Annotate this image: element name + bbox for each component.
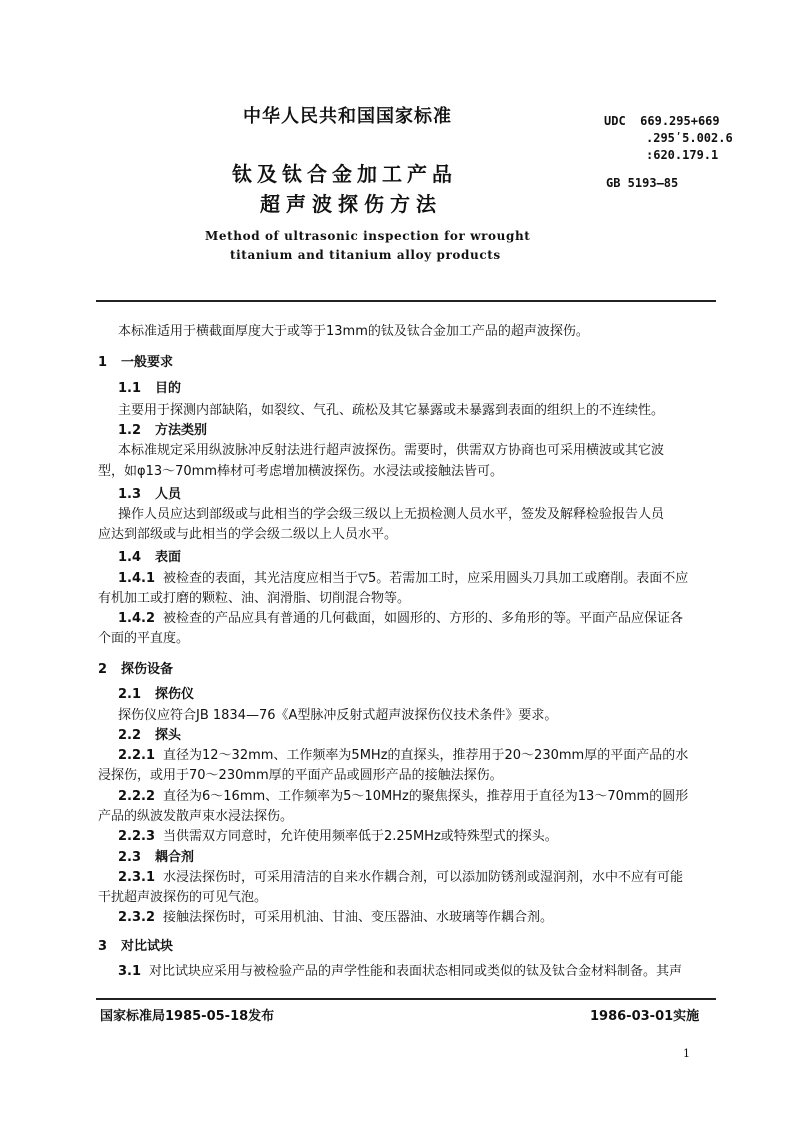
udc-block [604,113,733,164]
section-2-3-heading: 2.3 耦合剂 [118,850,195,865]
udc-line-1: UDC 669.295+669 [604,114,720,128]
section-2-2-heading: 2.2 探头 [118,728,182,743]
gb-code: GB 5193—85 [606,176,679,190]
section-1-4-heading: 1.4 表面 [118,550,182,565]
title-en-line-2: titanium and titanium alloy products [230,248,501,262]
section-1-2-text-2: 型，如φ13～70mm棒材可考虑增加横波探伤。水浸法或接触法皆可。 [98,464,503,479]
title-cn-line-1: 钛及钛合金加工产品 [232,162,457,186]
section-1-3-text-1: 操作人员应达到部级或与此相当的学会级三级以上无损检测人员水平，签发及解释检验报告人员 [118,507,665,522]
section-2-1-text: 探伤仪应符合JB 1834—76《A型脉冲反射式超声波探伤仪技术条件》要求。 [118,708,558,723]
section-1-4-2-text-1: 1.4.2 被检查的产品应具有普通的几何截面，如圆形的、方形的、多角形的等。平面产品应保证各 [118,611,684,626]
effective-date: 1986-03-01实施 [590,1009,700,1024]
section-2-2-2-text-2: 产品的纵波发散声束水浸法探伤。 [98,809,294,824]
section-2-2-2-text-1: 2.2.2 直径为6～16mm、工作频率为5～10MHz的聚焦探头，推荐用于直径为13～70mm的圆形 [118,789,689,804]
udc-label: UDC [604,114,626,128]
section-1-1-heading: 1.1 目的 [118,381,182,396]
title-cn-line-2: 超声波探伤方法 [260,192,442,216]
header-rule [96,300,716,302]
section-2-3-1-text-2: 干扰超声波探伤的可见气泡。 [98,890,268,905]
section-1-4-2-text-2: 个面的平直度。 [98,631,190,646]
title-en-line-1: Method of ultrasonic inspection for wrought [205,229,531,243]
issued-date: 国家标准局1985-05-18发布 [100,1009,275,1024]
section-2-2-1-text-1: 2.2.1 直径为12～32mm、工作频率为5MHz的直探头，推荐用于20～230mm厚的平面产品的水 [118,748,689,763]
section-2-2-3-text: 2.2.3 当供需双方同意时，允许使用频率低于2.25MHz或特殊型式的探头。 [118,829,558,844]
section-1-1-text: 主要用于探测内部缺陷，如裂纹、气孔、疏松及其它暴露或未暴露到表面的组织上的不连续性。 [118,403,665,418]
section-2-3-2-text: 2.3.2 接触法探伤时，可采用机油、甘油、变压器油、水玻璃等作耦合剂。 [118,910,554,925]
section-1-heading: 1 一般要求 [98,355,174,370]
standard-name: 中华人民共和国国家标准 [243,106,452,127]
section-1-2-heading: 1.2 方法类别 [118,423,208,438]
section-1-4-1-text-2: 有机加工或打磨的颗粒、油、润滑脂、切削混合物等。 [98,591,411,606]
footer-rule [96,998,716,1000]
udc-line-3: :620.179.1 [646,148,719,162]
section-3-heading: 3 对比试块 [98,939,174,954]
section-1-3-heading: 1.3 人员 [118,487,182,502]
intro-paragraph: 本标准适用于横截面厚度大于或等于13mm的钛及钛合金加工产品的超声波探伤。 [118,324,589,339]
page-number: 1 [683,1047,690,1060]
section-1-3-text-2: 应达到部级或与此相当的学会级二级以上人员水平。 [98,527,398,542]
udc-line-2: .295ʹ5.002.6 [646,131,733,145]
section-2-3-1-text-1: 2.3.1 水浸法探伤时，可采用清洁的自来水作耦合剂，可以添加防锈剂或湿润剂，水中不应有可能 [118,870,684,885]
section-2-heading: 2 探伤设备 [98,662,174,677]
section-3-1-text: 3.1 对比试块应采用与被检验产品的声学性能和表面状态相同或类似的钛及钛合金材料制备。其声 [118,964,683,979]
section-1-2-text-1: 本标准规定采用纵波脉冲反射法进行超声波探伤。需要时，供需双方协商也可采用横波或其它波 [118,443,665,458]
section-2-2-1-text-2: 浸探伤，或用于70～230mm厚的平面产品或圆形产品的接触法探伤。 [98,768,503,783]
section-2-1-heading: 2.1 探伤仪 [118,687,195,702]
section-1-4-1-text-1: 1.4.1 被检查的表面，其光洁度应相当于▽5。若需加工时，应采用圆头刀具加工或磨削。表面不应 [118,571,689,586]
